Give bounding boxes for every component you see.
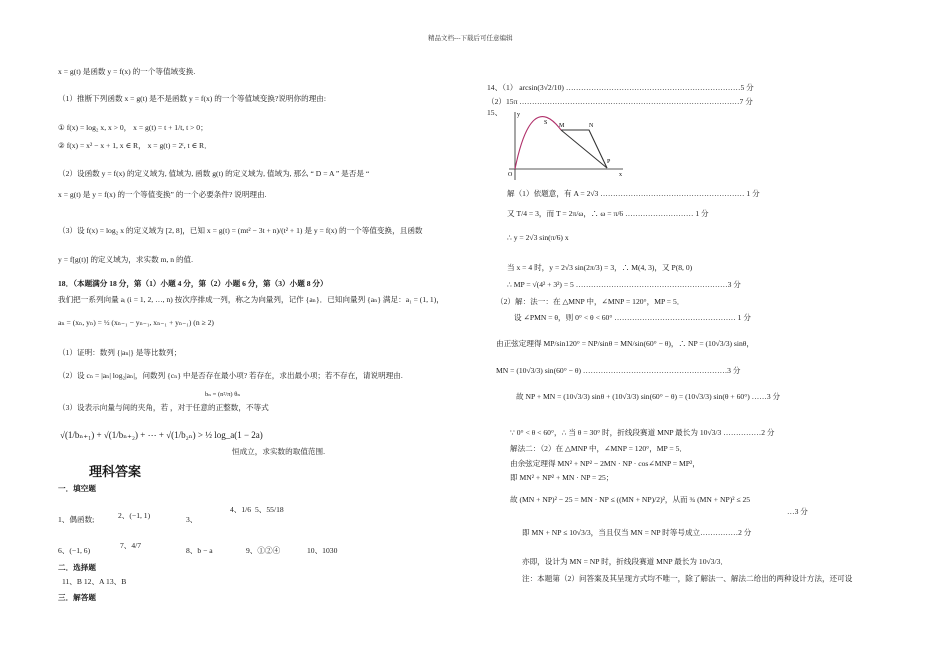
- sol-line-7: 设 ∠PMN = θ，则 0° < θ < 60° ………………………………………… 1 分: [514, 313, 751, 322]
- sol-line-9: MN = (10√3/3) sin(60° − θ) …………………………………………………3 分: [496, 366, 741, 375]
- sol-line-16: 即 MN + NP ≤ 10√3/3，当且仅当 MN = NP 时等号成立……………2 分: [522, 528, 752, 537]
- label-o: O: [508, 172, 513, 178]
- q18-inequality-cont: 恒成立，求实数的取值范围.: [232, 447, 326, 456]
- sol-line-13: 由余弦定理得 MN² + NP² − 2MN · NP · cos∠MNP = MP²，: [510, 459, 700, 468]
- left-question-3-cont: y = f[g(t)] 的定义域为，求实数 m, n 的值.: [58, 255, 194, 264]
- sol-line-4: 当 x = 4 时，y = 2√3 sin(2π/3) = 3，∴ M(4, 3)，又 P(8, 0): [507, 263, 693, 272]
- left-question-2: （2）设函数 y = f(x) 的定义域为, 值域为, 函数 g(t) 的定义域为, 值域为, 那么 “ D = A ” 是否是 “: [58, 169, 370, 178]
- left-line-1: x = g(t) 是函数 y = f(x) 的一个等值域变换.: [58, 67, 196, 76]
- section-choice: 二．选择题: [58, 563, 96, 572]
- label-n: N: [589, 123, 594, 129]
- sol-line-11: ∵ 0° < θ < 60°，∴ 当 θ = 30° 时，折线段赛道 MNP 最长为 10√3/3 ……………2 分: [510, 428, 775, 437]
- section-solutions: 三．解答题: [58, 593, 96, 602]
- label-p: P: [607, 159, 611, 165]
- q18-intro: 我们把一系列向量 aᵢ (i = 1, 2, …, n) 按次序排成一列，称之为向量列，记作 {aₙ}．已知向量列 {aₙ} 满足：a₁ = (1, 1)，: [58, 295, 444, 304]
- sine-curve: [515, 117, 561, 169]
- answer-3: 3、: [186, 515, 198, 524]
- sol-line-10: 故 NP + MN = (10√3/3) sinθ + (10√3/3) sin(60° − θ) = (10√3/3) sin(θ + 60°) ……3 分: [516, 392, 781, 401]
- left-question-1: （1）推断下列函数 x = g(t) 是不是函数 y = f(x) 的一个等值域变换?说明你的理由:: [58, 94, 326, 103]
- q18-bn-def: bₙ = (n²/π) θₙ: [205, 391, 241, 398]
- q18-part-2: （2）设 cₙ = |aₙ| log₂|aₙ|，问数列 {cₙ} 中是否存在最小项? 若存在，求出最小项；若不存在，请说明理由.: [58, 371, 403, 380]
- q18-part-3: （3）设表示向量与间的夹角，若 ，对于任意的正整数，不等式: [58, 403, 269, 412]
- sol-line-17: 亦即，设计为 MN = NP 时，折线段赛道 MNP 最长为 10√3/3．: [522, 557, 728, 566]
- answer-15-graph: [503, 108, 626, 182]
- answer-5: 5、55/18: [255, 505, 284, 514]
- answer-1: 1、偶函数;: [58, 515, 95, 524]
- left-question-3: （3）设 f(x) = log₂ x 的定义域为 [2, 8]，已知 x = g(t) = (mt² − 3t + n)/(t² + 1) 是 y = f(x) 的一个等值变换，且函数: [58, 226, 423, 235]
- sol-line-1: 解（1）依题意，有 A = 2√3 ………………………………………………… 1 分: [507, 189, 760, 198]
- answer-9: 9、①②④: [246, 546, 281, 555]
- answer-7: 7、4/7: [120, 541, 142, 550]
- page-header: 精品文档---下载后可任意编辑: [428, 35, 513, 42]
- left-item-1: ① f(x) = log₂ x, x > 0， x = g(t) = t + 1/t, t > 0；: [58, 123, 208, 132]
- left-item-2: ② f(x) = x² − x + 1, x ∈ R， x = g(t) = 2ᵗ, t ∈ R．: [58, 141, 212, 150]
- segment-mp: [561, 130, 607, 168]
- q18-inequality: √(1/bₙ₊₁) + √(1/bₙ₊₂) + ⋯ + √(1/b₂ₙ) > ½ log_a(1 − 2a): [60, 430, 263, 440]
- sol-note: 注：本题第（2）问答案及其呈现方式均不唯一，除了解法一、解法二给出的两种设计方法，还可设: [522, 574, 853, 583]
- answer-2: 2、(−1, 1): [118, 511, 151, 520]
- answer-6: 6、(−1, 6): [58, 546, 91, 555]
- question-18-title: 18．（本题满分 18 分，第（1）小题 4 分，第（2）小题 6 分，第（3）小题 8 分）: [58, 279, 328, 288]
- label-s: S: [544, 120, 548, 126]
- sol-line-15-score: …3 分: [787, 507, 808, 516]
- sol-line-3: ∴ y = 2√3 sin(π/6) x: [507, 233, 569, 242]
- sol-line-15: 故 (MN + NP)² − 25 = MN · NP ≤ ((MN + NP)/2)²，从而 ¾ (MN + NP)² ≤ 25: [510, 495, 751, 504]
- sol-line-6: （2）解：法一：在 △MNP 中，∠MNP = 120°，MP = 5．: [496, 297, 685, 306]
- q18-part-1: （1）证明：数列 {|aₙ|} 是等比数列；: [58, 348, 182, 357]
- sol-line-2: 又 T/4 = 3，而 T = 2π/ω，∴ ω = π/6 ……………………… 1 分: [507, 209, 709, 218]
- sol-line-5: ∴ MP = √(4² + 3²) = 5 ……………………………………………………3 分: [507, 280, 741, 289]
- section-fill-blank: 一．填空题: [58, 484, 96, 493]
- answer-10: 10、1030: [307, 546, 338, 555]
- sol-line-12: 解法二：（2）在 △MNP 中，∠MNP = 120°，MP = 5．: [510, 444, 687, 453]
- answer-4: 4、1/6: [230, 505, 252, 514]
- answers-title: 理科答案: [89, 464, 142, 479]
- sol-line-8: 由正弦定理得 MP/sin120° = NP/sinθ = MN/sin(60° − θ)，∴ NP = (10√3/3) sinθ，: [496, 339, 755, 348]
- answer-14-2: （2）15π ……………………………………………………………………………7 分: [487, 97, 753, 106]
- label-y: y: [517, 112, 520, 118]
- sol-line-14: 即 MN² + NP² + MN · NP = 25；: [510, 473, 614, 482]
- answer-14-1: 14、（1） arcsin(3√2/10) ……………………………………………………………5 分: [487, 83, 754, 92]
- answer-8: 8、b − a: [186, 546, 213, 555]
- label-x: x: [619, 172, 622, 178]
- q18-recurrence: aₙ = (xₙ, yₙ) = ½ (xₙ₋₁ − yₙ₋₁, xₙ₋₁ + yₙ₋₁) (n ≥ 2): [58, 318, 214, 327]
- left-question-2-cont: x = g(t) 是 y = f(x) 的一个等值变换” 的一个必要条件? 说明理由.: [58, 190, 267, 199]
- choice-answers: 11、B 12、A 13、B: [62, 577, 127, 586]
- answer-15-label: 15、: [487, 108, 503, 117]
- label-m: M: [559, 123, 565, 129]
